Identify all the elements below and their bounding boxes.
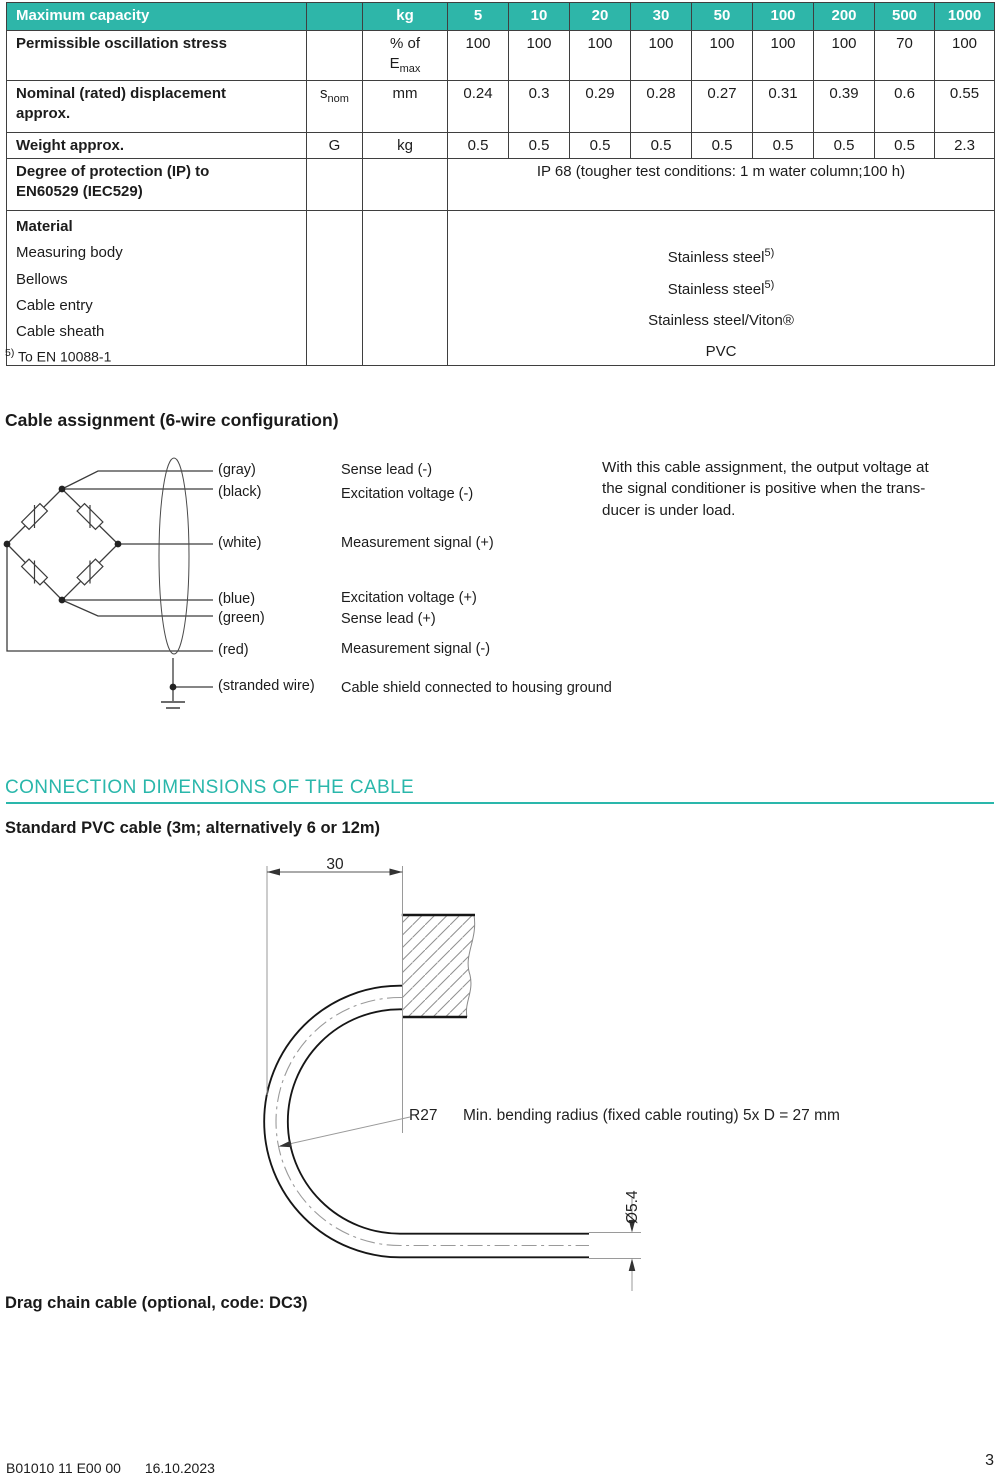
- value-cell: 0.5: [570, 133, 631, 159]
- symbol-cell: [307, 31, 363, 81]
- footer-doc-code: B01010 11 E00 00: [6, 1460, 121, 1476]
- value-cell: 0.5: [875, 133, 935, 159]
- value-cell: 0.5: [814, 133, 875, 159]
- footnote-marker: 5): [5, 347, 15, 359]
- footnote: [5, 347, 111, 365]
- capacity-col: 10: [509, 3, 570, 31]
- note-line: the signal conditioner is positive when the trans-: [602, 480, 926, 498]
- value-cell: 0.29: [570, 81, 631, 133]
- wire-color-label: (black): [218, 484, 262, 500]
- unit-cell: [363, 159, 448, 211]
- value-cell: 100: [448, 31, 509, 81]
- value-cell: 0.55: [935, 81, 995, 133]
- capacity-col: 50: [692, 3, 753, 31]
- capacity-col: 1000: [935, 3, 995, 31]
- value-cell: 0.3: [509, 81, 570, 133]
- strain-gauges: [22, 504, 103, 585]
- footer: [6, 1460, 215, 1476]
- gauge-ticks: [35, 505, 91, 584]
- value-cell: 100: [692, 31, 753, 81]
- value-cell: 100: [509, 31, 570, 81]
- value-cell: 0.24: [448, 81, 509, 133]
- capacity-col: 500: [875, 3, 935, 31]
- material-value-text: Stainless steel: [667, 280, 765, 298]
- wire-signal-label: Excitation voltage (-): [341, 486, 474, 502]
- section-heading: CONNECTION DIMENSIONS OF THE CABLE: [5, 777, 415, 798]
- value-cell: 100: [570, 31, 631, 81]
- material-value-text: PVC: [705, 343, 737, 361]
- radius-label: R27: [409, 1107, 438, 1124]
- symbol-cell: [307, 81, 363, 133]
- footnote-text: To EN 10088-1: [17, 348, 112, 365]
- unit-cell: [363, 211, 448, 366]
- symbol-cell: [307, 159, 363, 211]
- wire-signal-label: Excitation voltage (+): [341, 590, 477, 606]
- wire-color-label: (gray): [218, 462, 256, 478]
- capacity-col: 100: [753, 3, 814, 31]
- header-symbol-empty: [307, 3, 363, 31]
- value-cell: 0.27: [692, 81, 753, 133]
- capacity-col: 5: [448, 3, 509, 31]
- protection-row: [7, 159, 995, 211]
- wire-signal-label: Sense lead (+): [341, 611, 436, 627]
- page-number: 3: [985, 1452, 994, 1469]
- wire-color-label: (red): [218, 642, 249, 658]
- wire-color-label: (green): [218, 610, 265, 626]
- value-cell: 0.28: [631, 81, 692, 133]
- wire-signal-label: Sense lead (-): [341, 462, 433, 478]
- material-value: [450, 272, 992, 303]
- material-value-text: Stainless steel/Viton®: [648, 311, 794, 329]
- row-label: Weight approx.: [7, 133, 307, 159]
- symbol-base: s: [320, 85, 328, 102]
- material-values: [448, 211, 995, 366]
- row-label: Permissible oscillation stress: [7, 31, 307, 81]
- capacity-col: 200: [814, 3, 875, 31]
- value-cell: 100: [935, 31, 995, 81]
- capacity-col: 30: [631, 3, 692, 31]
- material-spacer: [450, 214, 992, 240]
- wire-signal-label: Cable shield connected to housing ground: [341, 680, 612, 696]
- displacement-row: [7, 81, 995, 133]
- cable-bundle-ellipse: [159, 458, 189, 654]
- material-value-sup: 5): [764, 278, 775, 291]
- symbol-sub: nom: [327, 93, 349, 105]
- material-labels: [7, 211, 307, 366]
- value-cell: 0.39: [814, 81, 875, 133]
- value-cell: 0.31: [753, 81, 814, 133]
- material-value: [450, 240, 992, 271]
- value-cell: 0.5: [631, 133, 692, 159]
- symbol-cell: G: [307, 133, 363, 159]
- material-value: [450, 303, 992, 334]
- ground-symbol: [161, 702, 185, 708]
- unit-cell: kg: [363, 133, 448, 159]
- header-unit: kg: [363, 3, 448, 31]
- protection-value: IP 68 (tougher test conditions: 1 m water column;100 h): [448, 159, 995, 211]
- radius-note: Min. bending radius (fixed cable routing) 5x D = 27 mm: [463, 1107, 840, 1124]
- material-row: [7, 211, 995, 366]
- material-value: [450, 334, 992, 365]
- material-value-text: Stainless steel: [667, 249, 765, 267]
- value-cell: 0.5: [448, 133, 509, 159]
- value-cell: 0.5: [753, 133, 814, 159]
- row-label: Nominal (rated) displacement approx.: [7, 81, 307, 133]
- unit-cell: mm: [363, 81, 448, 133]
- unit-sub: max: [399, 63, 421, 75]
- material-label: Cable entry: [16, 296, 93, 314]
- symbol-cell: [307, 211, 363, 366]
- section-rule: [6, 802, 994, 804]
- row-label: Degree of protection (IP) to EN60529 (IEC529): [7, 159, 307, 211]
- spec-table: [6, 2, 995, 366]
- footer-date: 16.10.2023: [144, 1460, 215, 1476]
- bridge-circuit-diagram: [0, 450, 230, 720]
- value-cell: 0.5: [692, 133, 753, 159]
- unit-line1: % of: [389, 35, 420, 52]
- value-cell: 0.5: [509, 133, 570, 159]
- hatched-block: [402, 915, 475, 1017]
- cable-assignment-note: [602, 457, 1000, 521]
- unit-cell: [363, 31, 448, 81]
- note-line: ducer is under load.: [602, 501, 736, 519]
- capacity-col: 20: [570, 3, 631, 31]
- value-cell: 70: [875, 31, 935, 81]
- cable-assignment-heading: Cable assignment (6-wire configuration): [5, 410, 339, 430]
- header-label: Maximum capacity: [7, 3, 307, 31]
- value-cell: 100: [814, 31, 875, 81]
- wire-color-label: (blue): [218, 591, 256, 607]
- note-line: With this cable assignment, the output voltage at: [602, 459, 929, 476]
- material-label: Cable sheath: [16, 323, 105, 341]
- pvc-cable-subheading: Standard PVC cable (3m; alternatively 6 or 12m): [5, 819, 381, 837]
- table-header-row: [7, 3, 995, 31]
- material-label: Bellows: [16, 270, 68, 288]
- drag-chain-subheading: Drag chain cable (optional, code: DC3): [5, 1294, 308, 1312]
- value-cell: 100: [753, 31, 814, 81]
- wire-color-label: (white): [218, 535, 262, 551]
- diameter-label: Ø5.4: [624, 1190, 641, 1224]
- weight-row: [7, 133, 995, 159]
- material-label: Measuring body: [16, 244, 123, 262]
- value-cell: 2.3: [935, 133, 995, 159]
- wire-signal-label: Measurement signal (+): [341, 535, 494, 551]
- wire-color-label: (stranded wire): [218, 678, 315, 694]
- value-cell: 0.6: [875, 81, 935, 133]
- oscillation-row: [7, 31, 995, 81]
- value-cell: 100: [631, 31, 692, 81]
- dim-30-label: 30: [326, 856, 344, 873]
- cable-dimension-drawing: [230, 845, 940, 1300]
- material-value-sup: 5): [764, 247, 775, 260]
- material-title: Material: [16, 218, 73, 235]
- unit-base: E: [389, 55, 400, 72]
- wire-signal-label: Measurement signal (-): [341, 641, 491, 657]
